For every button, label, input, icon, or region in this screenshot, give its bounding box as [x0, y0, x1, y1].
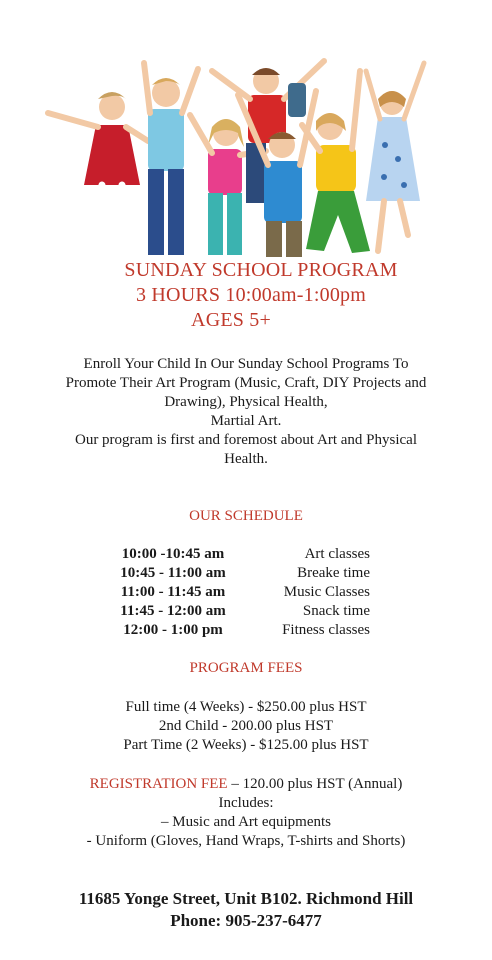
schedule-table	[108, 545, 378, 640]
schedule-activity: Music Classes	[283, 584, 370, 600]
address: 11685 Yonge Street, Unit B102. Richmond Hill	[78, 889, 414, 908]
registration-includes: Includes:	[218, 795, 274, 811]
fee-line: Full time (4 Weeks) - $250.00 plus HST	[125, 699, 367, 715]
title-hours: 3 HOURS 10:00am-1:00pm	[136, 284, 366, 306]
hero-image-jumping-children	[40, 55, 460, 260]
schedule-row	[108, 564, 378, 583]
schedule-time: 10:00 -10:45 am	[121, 546, 225, 562]
child-figure	[366, 63, 424, 251]
schedule-row	[108, 545, 378, 564]
schedule-row	[108, 602, 378, 621]
fees-heading: PROGRAM FEES	[189, 660, 303, 676]
schedule-time: 12:00 - 1:00 pm	[123, 622, 223, 638]
contact-footer	[0, 888, 492, 932]
title-program-name: SUNDAY SCHOOL PROGRAM	[124, 259, 398, 281]
schedule-row	[108, 621, 378, 640]
fees-list	[0, 698, 492, 755]
registration-line	[0, 775, 492, 794]
child-figure	[48, 92, 148, 225]
fee-line: 2nd Child - 200.00 plus HST	[158, 718, 334, 734]
schedule-row	[108, 583, 378, 602]
intro-line: Our program is first and foremost about Art and Physical	[74, 432, 418, 448]
registration-value: – 120.00 plus HST (Annual)	[227, 776, 403, 792]
intro-line: Enroll Your Child In Our Sunday School Programs To	[83, 356, 409, 372]
registration-label: REGISTRATION FEE	[89, 776, 228, 792]
registration-section	[0, 775, 492, 851]
child-figure	[144, 63, 198, 255]
intro-line: Martial Art.	[210, 413, 282, 429]
program-title	[0, 258, 492, 333]
intro-paragraph	[30, 355, 462, 469]
schedule-activity: Art classes	[304, 546, 370, 562]
fee-line: Part Time (2 Weeks) - $125.00 plus HST	[123, 737, 369, 753]
schedule-time: 11:00 - 11:45 am	[120, 584, 226, 600]
schedule-activity: Breake time	[297, 565, 370, 581]
schedule-time: 10:45 - 11:00 am	[120, 565, 226, 581]
schedule-activity: Snack time	[302, 603, 370, 619]
registration-item: – Music and Art equipments	[161, 814, 331, 830]
registration-item: - Uniform (Gloves, Hand Wraps, T-shirts and Shorts)	[86, 833, 406, 849]
intro-line: Health.	[224, 451, 268, 467]
schedule-heading: OUR SCHEDULE	[189, 508, 303, 524]
title-ages: AGES 5+	[191, 309, 271, 331]
intro-line: Promote Their Art Program (Music, Craft, DIY Projects and	[65, 375, 427, 391]
phone-number: Phone: 905-237-6477	[170, 911, 322, 930]
schedule-activity: Fitness classes	[282, 622, 370, 638]
schedule-time: 11:45 - 12:00 am	[120, 603, 226, 619]
intro-line: Drawing), Physical Health,	[164, 394, 328, 410]
